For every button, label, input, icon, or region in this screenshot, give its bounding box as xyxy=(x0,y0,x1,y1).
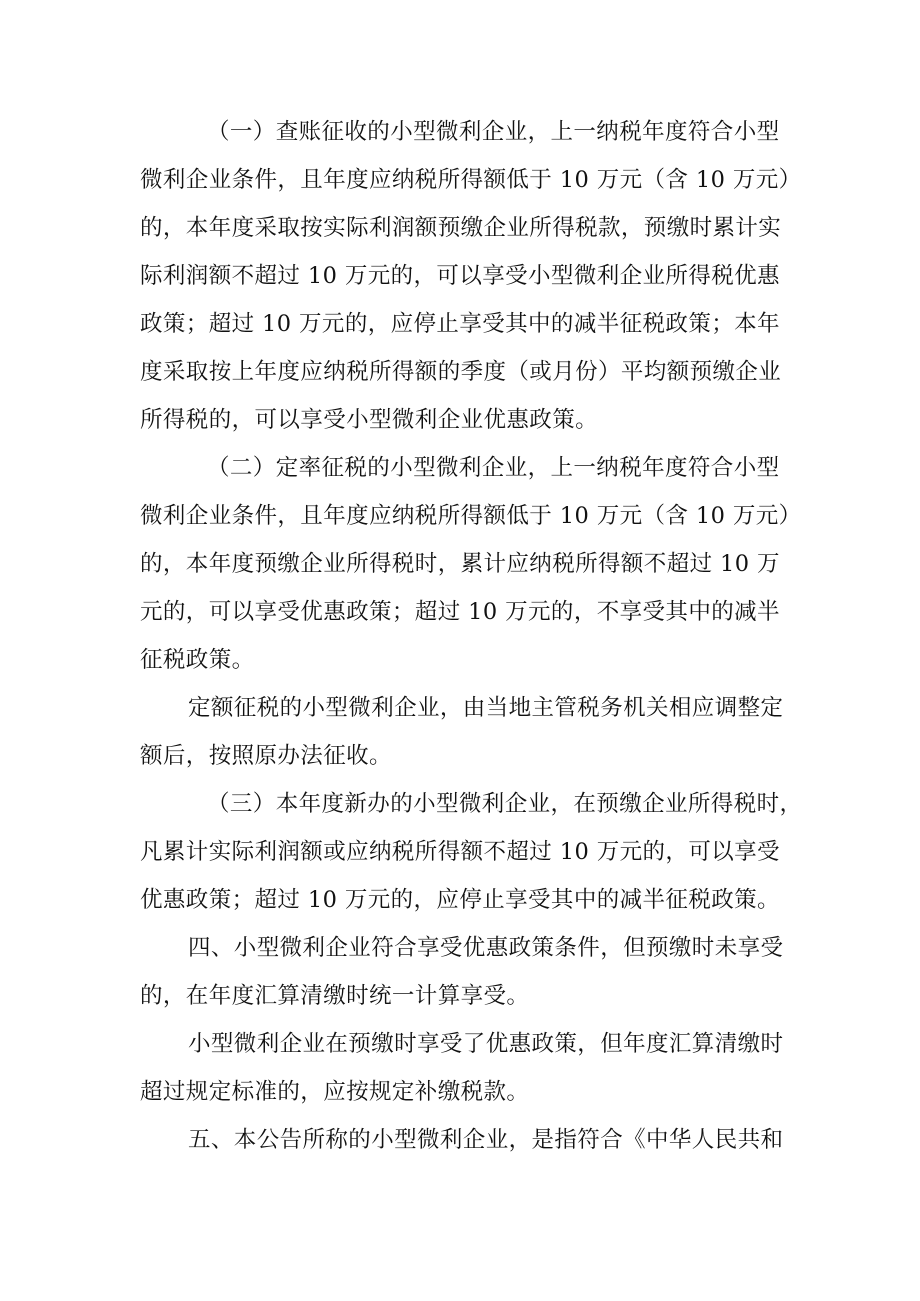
paragraph-line: 的，本年度预缴企业所得税时，累计应纳税所得额不超过 10 万 xyxy=(140,551,780,577)
paragraph-line: （一）查账征收的小型微利企业，上一纳税年度符合小型 xyxy=(207,119,780,145)
paragraph-line: （二）定率征税的小型微利企业，上一纳税年度符合小型 xyxy=(207,455,780,481)
paragraph-line: 元的，可以享受优惠政策；超过 10 万元的，不享受其中的减半 xyxy=(140,599,780,625)
paragraph-line: 微利企业条件，且年度应纳税所得额低于 10 万元（含 10 万元） xyxy=(140,167,802,193)
paragraph-line: 的，在年度汇算清缴时统一计算享受。 xyxy=(140,983,530,1009)
paragraph-line: 的，本年度采取按实际利润额预缴企业所得税款，预缴时累计实 xyxy=(140,215,782,241)
paragraph-line: 征税政策。 xyxy=(140,647,255,673)
paragraph-line: 超过规定标准的，应按规定补缴税款。 xyxy=(140,1079,530,1105)
paragraph-line: 所得税的，可以享受小型微利企业优惠政策。 xyxy=(140,407,599,433)
paragraph-line: （三）本年度新办的小型微利企业，在预缴企业所得税时， xyxy=(207,791,803,817)
paragraph-line: 际利润额不超过 10 万元的，可以享受小型微利企业所得税优惠 xyxy=(140,263,780,289)
paragraph-line: 额后，按照原办法征收。 xyxy=(140,743,392,769)
paragraph-line: 政策；超过 10 万元的，应停止享受其中的减半征税政策；本年 xyxy=(140,311,780,337)
paragraph-line: 微利企业条件，且年度应纳税所得额低于 10 万元（含 10 万元） xyxy=(140,503,802,529)
paragraph-line: 度采取按上年度应纳税所得额的季度（或月份）平均额预缴企业 xyxy=(140,359,782,385)
paragraph-line: 四、小型微利企业符合享受优惠政策条件，但预缴时未享受 xyxy=(188,935,784,961)
paragraph-line: 凡累计实际利润额或应纳税所得额不超过 10 万元的，可以享受 xyxy=(140,839,780,865)
paragraph-line: 优惠政策；超过 10 万元的，应停止享受其中的减半征税政策。 xyxy=(140,887,780,913)
paragraph-line: 小型微利企业在预缴时享受了优惠政策，但年度汇算清缴时 xyxy=(188,1031,784,1057)
paragraph-line: 定额征税的小型微利企业，由当地主管税务机关相应调整定 xyxy=(188,695,784,721)
paragraph-line: 五、本公告所称的小型微利企业，是指符合《中华人民共和 xyxy=(188,1127,784,1153)
